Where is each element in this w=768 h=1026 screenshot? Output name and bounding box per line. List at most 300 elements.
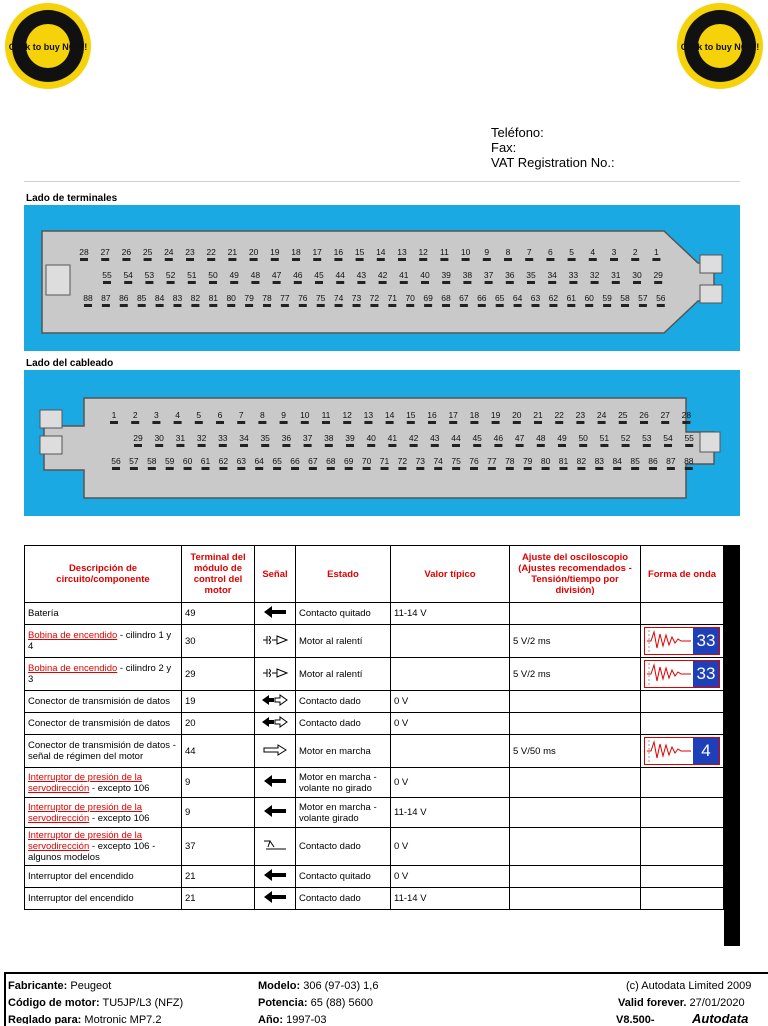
- pin-contact: [122, 258, 130, 261]
- header-valor: Valor típico: [391, 546, 510, 603]
- pin-label: 5: [196, 410, 202, 420]
- pin-contact: [315, 281, 323, 284]
- row-terminal: 21: [182, 866, 255, 888]
- pin-contact: [166, 467, 174, 470]
- pin-contact: [120, 304, 128, 307]
- pin-label: 11: [439, 247, 449, 257]
- pin-contact: [251, 281, 259, 284]
- pin-label: 50: [208, 270, 218, 280]
- description-text: - excepto 106: [89, 782, 150, 794]
- pin-contact: [462, 258, 470, 261]
- pin-contact: [148, 467, 156, 470]
- pin-label: 78: [262, 293, 272, 303]
- description-text: Conector de transmisión de datos - señal de régimen del motor: [28, 740, 176, 762]
- pin-contact: [155, 444, 163, 447]
- pin-label: 86: [119, 293, 129, 303]
- pin-contact: [334, 258, 342, 261]
- pin-label: 24: [164, 247, 174, 257]
- pin-contact: [685, 467, 693, 470]
- component-link[interactable]: Bobina de encendido: [28, 663, 118, 674]
- component-link[interactable]: Bobina de encendido: [28, 630, 118, 641]
- pin-label: 3: [611, 247, 617, 257]
- row-waveform: [641, 866, 724, 888]
- pin-contact: [542, 467, 550, 470]
- pin-contact: [145, 281, 153, 284]
- row-description: [25, 798, 182, 828]
- description-text: - cilindro 1 y 4: [28, 630, 172, 652]
- pin-label: 6: [548, 247, 553, 257]
- pin-contact: [600, 444, 608, 447]
- pin-label: 10: [460, 247, 471, 257]
- pin-label: 17: [448, 410, 458, 420]
- waveform-thumbnail[interactable]: [644, 660, 720, 688]
- pin-label: 42: [408, 433, 419, 443]
- pin-label: 35: [260, 433, 270, 443]
- pin-contact: [416, 467, 424, 470]
- fabricante-label: Fabricante:: [8, 980, 68, 992]
- waveform-icon: [645, 661, 693, 687]
- pin-contact: [299, 304, 307, 307]
- row-ajuste: [510, 691, 641, 713]
- svg-text:Click to buy NOW!: Click to buy NOW!: [8, 42, 88, 52]
- pin-contact: [184, 467, 192, 470]
- pin-contact: [336, 281, 344, 284]
- pin-contact: [363, 467, 371, 470]
- pin-label: 19: [490, 410, 501, 420]
- pin-contact: [280, 421, 288, 424]
- pin-contact: [386, 421, 394, 424]
- pin-contact: [317, 304, 325, 307]
- waveform-thumbnail[interactable]: [644, 737, 720, 765]
- pin-contact: [485, 281, 493, 284]
- pin-label: 82: [576, 456, 587, 466]
- row-description: [25, 603, 182, 625]
- row-terminal: 9: [182, 768, 255, 798]
- pin-label: 8: [505, 247, 511, 257]
- pin-contact: [633, 281, 641, 284]
- pin-contact: [589, 258, 597, 261]
- pin-contact: [398, 467, 406, 470]
- row-ajuste: [510, 888, 641, 910]
- pin-label: 28: [79, 247, 89, 257]
- pin-contact: [377, 258, 385, 261]
- signal-output-icon: [263, 744, 287, 756]
- potencia-value: 65 (88) 5600: [310, 997, 373, 1009]
- row-waveform: [641, 713, 724, 735]
- pin-label: 50: [578, 433, 588, 443]
- pin-label: 71: [387, 293, 398, 303]
- reglado-label: Reglado para:: [8, 1014, 82, 1024]
- pin-label: 69: [343, 456, 354, 466]
- pin-contact: [421, 281, 429, 284]
- pin-label: 4: [175, 410, 180, 420]
- connector-body: [44, 398, 714, 498]
- row-description: [25, 866, 182, 888]
- pin-label: 73: [351, 293, 362, 303]
- table-row: [25, 735, 724, 768]
- pin-contact: [255, 467, 263, 470]
- pin-label: 16: [333, 247, 344, 257]
- row-signal: [255, 866, 296, 888]
- row-signal: [255, 603, 296, 625]
- row-terminal: 9: [182, 798, 255, 828]
- pin-label: 36: [505, 270, 515, 280]
- pin-contact: [195, 421, 203, 424]
- pin-contact: [440, 258, 448, 261]
- pin-label: 38: [324, 433, 334, 443]
- pin-contact: [428, 421, 436, 424]
- connector-diagram-wiring: [24, 370, 740, 516]
- description-text: Interruptor del encendido: [28, 893, 134, 904]
- pin-contact: [228, 258, 236, 261]
- pin-contact: [102, 304, 110, 307]
- row-signal: [255, 768, 296, 798]
- pin-label: 30: [632, 270, 642, 280]
- pin-label: 47: [271, 270, 282, 280]
- pdf-xchange-badge-left[interactable]: [4, 2, 92, 90]
- footer: [4, 972, 768, 1026]
- pin-label: 65: [272, 456, 282, 466]
- connector-latch: [40, 410, 62, 428]
- pin-label: 2: [132, 410, 138, 420]
- row-ajuste: [510, 866, 641, 888]
- pin-label: 42: [377, 270, 388, 280]
- pin-contact: [388, 444, 396, 447]
- pin-contact: [174, 421, 182, 424]
- pin-label: 10: [300, 410, 310, 420]
- pin-label: 2: [632, 247, 638, 257]
- valid-label: Valid forever.: [618, 997, 687, 1009]
- row-terminal: 29: [182, 658, 255, 691]
- pin-label: 52: [165, 270, 176, 280]
- header-descripcion: Descripción de circuito/componente: [25, 546, 182, 603]
- pin-label: 9: [484, 247, 490, 257]
- pin-contact: [667, 467, 675, 470]
- pin-contact: [309, 467, 317, 470]
- connector-diagram-terminals: [24, 205, 740, 351]
- pin-label: 37: [302, 433, 313, 443]
- component-link[interactable]: Interruptor de presión de la servodirección: [28, 830, 143, 852]
- phone-label: Teléfono:: [491, 125, 544, 140]
- pin-label: 40: [366, 433, 376, 443]
- pin-contact: [364, 421, 372, 424]
- waveform-thumbnail[interactable]: [644, 627, 720, 655]
- signal-input-icon: [264, 775, 286, 787]
- row-signal: [255, 658, 296, 691]
- pin-label: 87: [666, 456, 676, 466]
- row-description: [25, 658, 182, 691]
- pin-contact: [657, 304, 665, 307]
- pin-label: 27: [100, 247, 110, 257]
- pin-contact: [622, 444, 630, 447]
- pin-contact: [294, 281, 302, 284]
- pin-label: 74: [433, 456, 443, 466]
- table-row: [25, 828, 724, 866]
- pin-contact: [237, 421, 245, 424]
- pin-contact: [313, 258, 321, 261]
- pin-contact: [585, 304, 593, 307]
- waveform-icon: [645, 738, 693, 764]
- pin-label: 64: [254, 456, 264, 466]
- pin-contact: [367, 444, 375, 447]
- pin-contact: [460, 304, 468, 307]
- row-estado: Motor al ralentí: [296, 625, 391, 658]
- pin-contact: [613, 467, 621, 470]
- pin-label: 77: [487, 456, 497, 466]
- pin-label: 67: [459, 293, 469, 303]
- row-signal: [255, 798, 296, 828]
- pin-contact: [186, 258, 194, 261]
- description-text: Batería: [28, 608, 59, 619]
- component-link[interactable]: Interruptor de presión de la servodirección: [28, 801, 143, 824]
- row-waveform: [641, 768, 724, 798]
- pin-label: 88: [83, 293, 93, 303]
- pin-contact: [496, 304, 504, 307]
- pin-contact: [639, 304, 647, 307]
- pin-contact: [449, 421, 457, 424]
- description-text: Interruptor del encendido: [28, 871, 134, 882]
- row-description: [25, 625, 182, 658]
- pin-contact: [261, 444, 269, 447]
- pin-contact: [301, 421, 309, 424]
- pin-contact: [603, 304, 611, 307]
- row-description: [25, 828, 182, 866]
- vat-label: VAT Registration No.:: [491, 155, 615, 170]
- svg-text:Click to buy NOW!: Click to buy NOW!: [680, 42, 760, 52]
- pin-contact: [419, 258, 427, 261]
- pin-contact: [558, 444, 566, 447]
- pin-label: 16: [427, 410, 437, 420]
- pin-contact: [346, 444, 354, 447]
- row-valor: 0 V: [391, 768, 510, 798]
- pin-contact: [291, 467, 299, 470]
- description-text: Conector de transmisión de datos: [28, 718, 171, 729]
- section-label-terminales: Lado de terminales: [26, 193, 118, 204]
- header-forma: Forma de onda: [641, 546, 724, 603]
- waveform-number: 4: [693, 738, 719, 764]
- pin-label: 74: [333, 293, 344, 303]
- pin-label: 9: [281, 410, 286, 420]
- table-side-bar: [724, 545, 740, 946]
- row-ajuste: [510, 828, 641, 866]
- version: V8.500-: [616, 1014, 655, 1024]
- pin-label: 72: [397, 456, 408, 466]
- pin-contact: [138, 304, 146, 307]
- pin-label: 84: [612, 456, 622, 466]
- pin-label: 38: [462, 270, 473, 280]
- pin-label: 87: [101, 293, 111, 303]
- description-text: - excepto 106: [89, 812, 150, 824]
- pin-label: 48: [250, 270, 261, 280]
- divider: [24, 181, 740, 182]
- pin-label: 79: [244, 293, 254, 303]
- header-ajuste: Ajuste del osciloscopio (Ajustes recomendados - Tensión/tiempo por división): [510, 546, 641, 603]
- pin-label: 46: [493, 433, 504, 443]
- pin-label: 57: [638, 293, 648, 303]
- pin-label: 1: [654, 247, 659, 257]
- row-waveform: [641, 625, 724, 658]
- pin-label: 30: [154, 433, 164, 443]
- pin-contact: [292, 258, 300, 261]
- pin-contact: [343, 421, 351, 424]
- row-terminal: 30: [182, 625, 255, 658]
- pin-label: 57: [129, 456, 139, 466]
- row-valor: 11-14 V: [391, 603, 510, 625]
- pin-contact: [388, 304, 396, 307]
- row-terminal: 21: [182, 888, 255, 910]
- pin-contact: [473, 444, 481, 447]
- pin-contact: [442, 304, 450, 307]
- pin-contact: [304, 444, 312, 447]
- pin-contact: [652, 258, 660, 261]
- pin-contact: [356, 258, 364, 261]
- pin-contact: [569, 281, 577, 284]
- fabricante-value: Peugeot: [70, 980, 112, 992]
- pin-label: 61: [200, 456, 211, 466]
- row-waveform: [641, 888, 724, 910]
- pin-label: 67: [308, 456, 318, 466]
- pin-label: 14: [376, 247, 386, 257]
- pin-label: 40: [420, 270, 430, 280]
- pin-contact: [325, 444, 333, 447]
- pin-contact: [619, 421, 627, 424]
- pin-label: 68: [326, 456, 336, 466]
- pin-label: 59: [602, 293, 612, 303]
- pin-contact: [548, 281, 556, 284]
- pin-contact: [327, 467, 335, 470]
- pin-label: 29: [653, 270, 663, 280]
- header-estado: Estado: [296, 546, 391, 603]
- pin-contact: [452, 444, 460, 447]
- pin-label: 83: [594, 456, 605, 466]
- pin-label: 41: [387, 433, 398, 443]
- pin-label: 70: [405, 293, 415, 303]
- pin-contact: [492, 421, 500, 424]
- connector-latch: [700, 255, 722, 273]
- copyright: (c) Autodata Limited 2009: [626, 980, 752, 992]
- pin-contact: [84, 304, 92, 307]
- pin-label: 44: [335, 270, 345, 280]
- pin-contact: [207, 258, 215, 261]
- pin-label: 51: [187, 270, 197, 280]
- pin-contact: [124, 281, 132, 284]
- pin-label: 59: [164, 456, 175, 466]
- codigo-label: Código de motor:: [8, 997, 100, 1009]
- pin-contact: [577, 467, 585, 470]
- row-valor: [391, 735, 510, 768]
- pin-label: 8: [260, 410, 265, 420]
- pin-contact: [434, 467, 442, 470]
- pin-contact: [381, 467, 389, 470]
- pin-contact: [398, 258, 406, 261]
- pdf-xchange-badge-right[interactable]: [676, 2, 764, 90]
- pin-contact: [131, 421, 139, 424]
- pin-label: 88: [684, 456, 694, 466]
- pin-label: 12: [342, 410, 352, 420]
- pin-contact: [631, 467, 639, 470]
- autodata-logo: Autodata: [692, 1014, 749, 1024]
- pin-label: 56: [111, 456, 121, 466]
- pin-contact: [230, 281, 238, 284]
- row-valor: 11-14 V: [391, 888, 510, 910]
- pin-contact: [532, 304, 540, 307]
- pin-contact: [357, 281, 365, 284]
- pin-contact: [576, 421, 584, 424]
- pin-contact: [537, 444, 545, 447]
- pin-contact: [506, 467, 514, 470]
- pin-label: 52: [620, 433, 631, 443]
- pin-label: 82: [190, 293, 201, 303]
- pin-label: 29: [133, 433, 143, 443]
- pin-label: 85: [136, 293, 147, 303]
- pin-label: 4: [590, 247, 596, 257]
- pin-contact: [483, 258, 491, 261]
- description-text: - cilindro 2 y 3: [28, 663, 172, 685]
- row-signal: [255, 713, 296, 735]
- pin-label: 81: [208, 293, 219, 303]
- header-terminal: Terminal del módulo de control del motor: [182, 546, 255, 603]
- pin-label: 49: [229, 270, 239, 280]
- row-estado: Motor en marcha - volante girado: [296, 798, 391, 828]
- signal-input-icon: [264, 891, 286, 903]
- pin-label: 27: [660, 410, 670, 420]
- modelo-value: 306 (97-03) 1,6: [303, 980, 379, 992]
- signal-bidirectional-icon: [262, 716, 288, 728]
- pin-label: 22: [206, 247, 216, 257]
- signal-coil-icon: [261, 633, 289, 647]
- pin-label: 18: [469, 410, 480, 420]
- pin-contact: [685, 444, 693, 447]
- pin-contact: [649, 467, 657, 470]
- pin-contact: [103, 281, 111, 284]
- pin-label: 75: [451, 456, 461, 466]
- table-row: [25, 798, 724, 828]
- pin-contact: [661, 421, 669, 424]
- row-ajuste: [510, 603, 641, 625]
- pin-label: 62: [548, 293, 559, 303]
- row-description: [25, 768, 182, 798]
- pin-label: 77: [280, 293, 290, 303]
- pin-contact: [527, 281, 535, 284]
- pin-contact: [546, 258, 554, 261]
- row-estado: Contacto dado: [296, 888, 391, 910]
- row-terminal: 44: [182, 735, 255, 768]
- pin-label: 19: [270, 247, 280, 257]
- pin-label: 72: [369, 293, 380, 303]
- pin-label: 46: [293, 270, 303, 280]
- component-link[interactable]: Interruptor de presión de la servodirección: [28, 771, 143, 794]
- pin-label: 63: [236, 456, 247, 466]
- table-row: [25, 768, 724, 798]
- pin-contact: [407, 421, 415, 424]
- row-waveform: [641, 828, 724, 866]
- pin-label: 33: [568, 270, 579, 280]
- row-ajuste: [510, 798, 641, 828]
- pin-label: 58: [620, 293, 630, 303]
- pin-contact: [263, 304, 271, 307]
- pin-label: 11: [321, 410, 331, 420]
- pin-contact: [273, 467, 281, 470]
- pin-label: 61: [566, 293, 577, 303]
- row-valor: 0 V: [391, 828, 510, 866]
- pin-contact: [643, 444, 651, 447]
- row-valor: 11-14 V: [391, 798, 510, 828]
- connector-key: [46, 265, 70, 295]
- pin-label: 86: [648, 456, 658, 466]
- table-row: [25, 713, 724, 735]
- signal-bidirectional-icon: [262, 694, 288, 706]
- pin-contact: [654, 281, 662, 284]
